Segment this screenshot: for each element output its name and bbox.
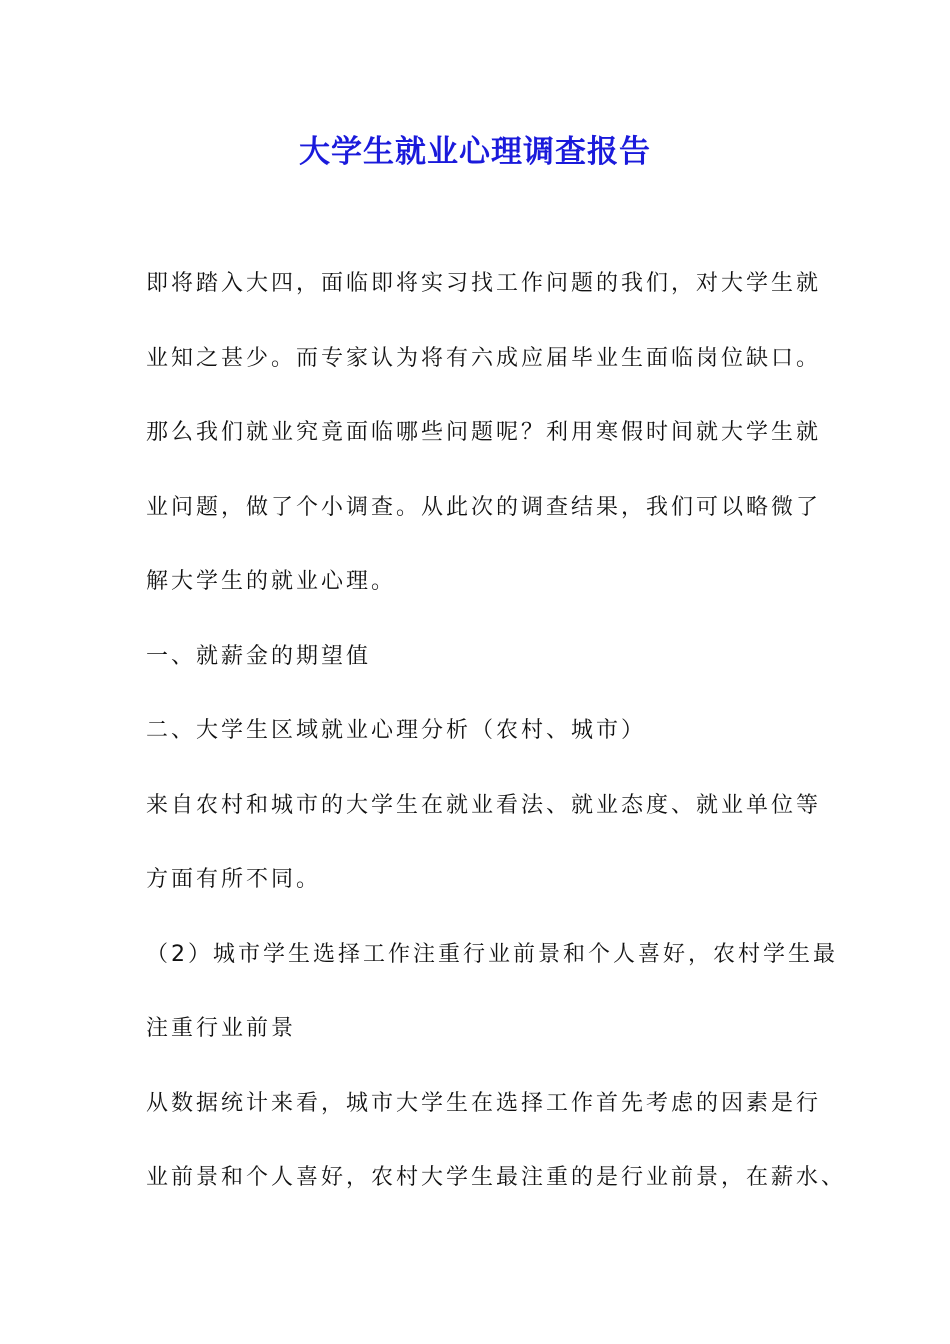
paragraph-line: （2）城市学生选择工作注重行业前景和个人喜好，农村学生最 — [146, 941, 838, 967]
paragraph-line: 业前景和个人喜好，农村大学生最注重的是行业前景，在薪水、 — [146, 1165, 847, 1190]
paragraph-line: 那么我们就业究竟面临哪些问题呢？利用寒假时间就大学生就 — [146, 420, 822, 445]
document-title: 大学生就业心理调查报告 — [299, 134, 651, 170]
paragraph-line: 方面有所不同。 — [146, 867, 322, 892]
paragraph-line: 注重行业前景 — [146, 1016, 297, 1041]
paragraph-line: 从数据统计来看，城市大学生在选择工作首先考虑的因素是行 — [146, 1090, 822, 1116]
section-heading-salary: 一、就薪金的期望值 — [146, 643, 372, 669]
paragraph-line: 即将踏入大四，面临即将实习找工作问题的我们，对大学生就 — [146, 271, 822, 296]
paragraph-line: 解大学生的就业心理。 — [146, 569, 397, 594]
paragraph-line: 业知之甚少。而专家认为将有六成应届毕业生面临岗位缺口。 — [146, 345, 822, 371]
paragraph-line: 来自农村和城市的大学生在就业看法、就业态度、就业单位等 — [146, 792, 822, 818]
section-heading-region: 二、大学生区域就业心理分析（农村、城市） — [146, 718, 647, 743]
document-body — [146, 262, 847, 1231]
paragraph-line: 业问题，做了个小调查。从此次的调查结果，我们可以略微了 — [146, 494, 822, 520]
